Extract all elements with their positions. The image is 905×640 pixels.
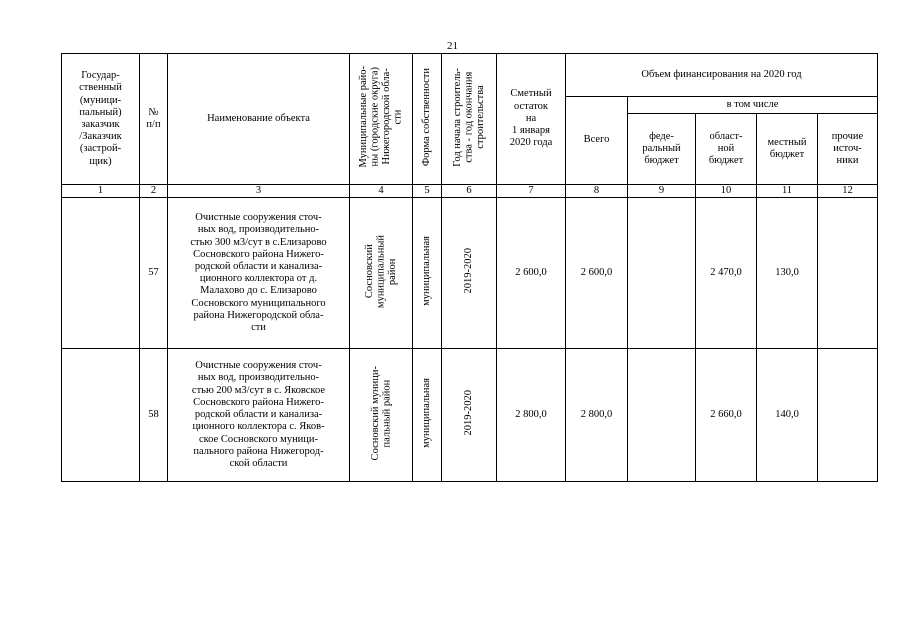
header-funding: Объем финансирования на 2020 год bbox=[566, 54, 878, 97]
cell-estimate: 2 800,0 bbox=[497, 349, 566, 482]
header-regional: област- ной бюджет bbox=[696, 114, 757, 185]
column-number: 3 bbox=[168, 185, 350, 198]
cell-other bbox=[818, 198, 878, 349]
header-other: прочие источ- ники bbox=[818, 114, 878, 185]
column-number: 2 bbox=[140, 185, 168, 198]
header-including: в том числе bbox=[628, 97, 878, 114]
cell-number: 58 bbox=[140, 349, 168, 482]
cell-local: 130,0 bbox=[757, 198, 818, 349]
cell-local: 140,0 bbox=[757, 349, 818, 482]
cell-customer bbox=[62, 198, 140, 349]
header-years: Год начала строитель- ства - год окончания строительства bbox=[442, 54, 497, 185]
header-total: Всего bbox=[566, 97, 628, 185]
header-object-name: Наименование объекта bbox=[168, 54, 350, 185]
cell-federal bbox=[628, 349, 696, 482]
column-number: 9 bbox=[628, 185, 696, 198]
header-customer: Государ- ственный (муници- пальный) заказчик /Заказчик (застрой- щик) bbox=[62, 54, 140, 185]
header-local: местный бюджет bbox=[757, 114, 818, 185]
cell-object-name: Очистные сооружения сточ- ных вод, производительно- стью 300 м3/сут в с.Елизарово Сосновского района Нижего- родской области и канализа- ционного коллектора от д. Малахово до с. Елизарово Сосновского муниципального района Нижегородской обла- сти bbox=[168, 198, 350, 349]
cell-regional: 2 470,0 bbox=[696, 198, 757, 349]
column-number: 11 bbox=[757, 185, 818, 198]
column-number: 4 bbox=[350, 185, 413, 198]
cell-customer bbox=[62, 349, 140, 482]
header-number: № п/п bbox=[140, 54, 168, 185]
cell-regional: 2 660,0 bbox=[696, 349, 757, 482]
cell-object-name: Очистные сооружения сточ- ных вод, производительно- стью 200 м3/сут в с. Яковское Сосновского района Нижего- родской области и канализа- ционного коллектора с. Яков- ское Сосновского муници- пального района Нижегород- ской области bbox=[168, 349, 350, 482]
column-number: 12 bbox=[818, 185, 878, 198]
cell-years: 2019-2020 bbox=[442, 198, 497, 349]
cell-federal bbox=[628, 198, 696, 349]
cell-number: 57 bbox=[140, 198, 168, 349]
cell-total: 2 800,0 bbox=[566, 349, 628, 482]
column-number: 6 bbox=[442, 185, 497, 198]
column-number: 8 bbox=[566, 185, 628, 198]
table-row bbox=[62, 349, 878, 482]
header-ownership: Форма собственности bbox=[413, 54, 442, 185]
cell-district: Сосновский муниципальный район bbox=[350, 198, 413, 349]
header-district: Муниципальные райо- ны (городские округа) Нижегородской обла- сти bbox=[350, 54, 413, 185]
cell-ownership: муниципальная bbox=[413, 349, 442, 482]
page-number: 21 bbox=[447, 40, 458, 52]
column-number-row bbox=[62, 185, 878, 198]
cell-other bbox=[818, 349, 878, 482]
cell-ownership: муниципальная bbox=[413, 198, 442, 349]
cell-years: 2019-2020 bbox=[442, 349, 497, 482]
column-number: 10 bbox=[696, 185, 757, 198]
column-number: 7 bbox=[497, 185, 566, 198]
table-row bbox=[62, 198, 878, 349]
header-estimate: Сметный остаток на 1 января 2020 года bbox=[497, 54, 566, 185]
cell-district: Сосновский муници- пальный район bbox=[350, 349, 413, 482]
cell-estimate: 2 600,0 bbox=[497, 198, 566, 349]
column-number: 1 bbox=[62, 185, 140, 198]
funding-table bbox=[61, 53, 878, 482]
header-federal: феде- ральный бюджет bbox=[628, 114, 696, 185]
column-number: 5 bbox=[413, 185, 442, 198]
cell-total: 2 600,0 bbox=[566, 198, 628, 349]
